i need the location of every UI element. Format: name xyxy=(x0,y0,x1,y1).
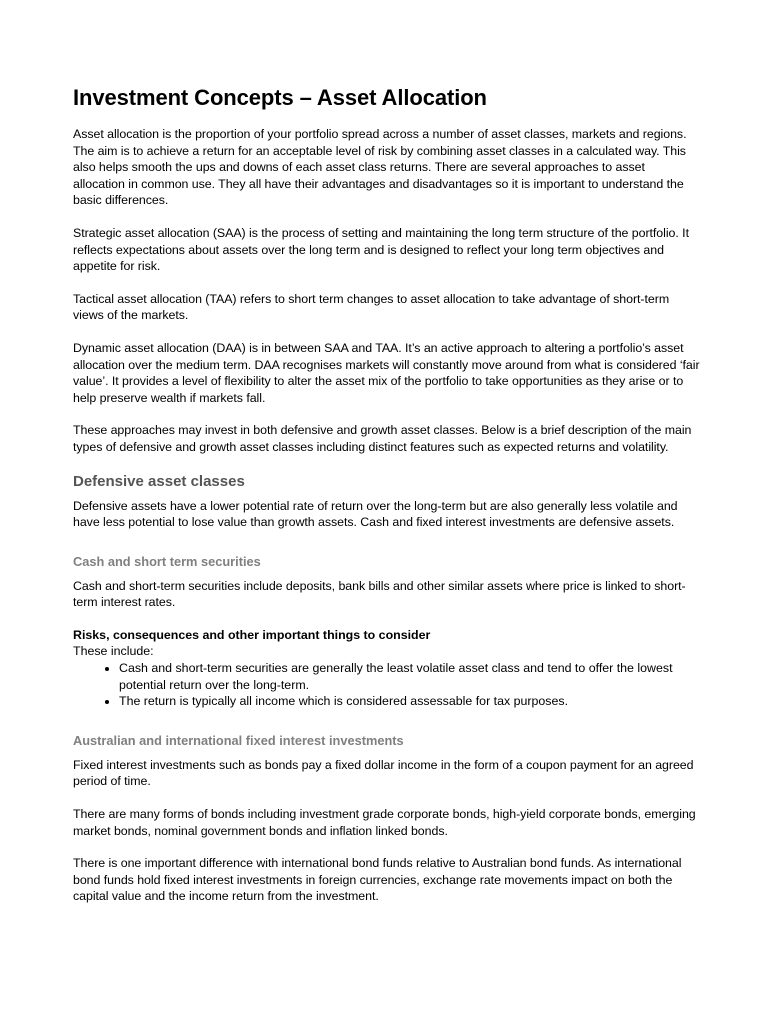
intro-paragraph-taa: Tactical asset allocation (TAA) refers to short term changes to asset allocation to take advantage of short-term views of the markets. xyxy=(73,291,670,323)
risks-list xyxy=(73,660,700,710)
risks-intro: These include: xyxy=(73,644,154,659)
defensive-heading: Defensive asset classes xyxy=(73,472,245,490)
list-item: • Cash and short-term securities are generally the least volatile asset class and tend to offer the lowest potential return over the long-term. xyxy=(119,660,700,693)
fixed-interest-paragraph: Fixed interest investments such as bonds pay a fixed dollar income in the form of a coupon payment for an agreed period of time. xyxy=(73,757,694,789)
defensive-text: Defensive assets have a lower potential rate of return over the long-term but are also generally less volatile and have less potential to lose value than growth assets. Cash and fixed interest investments are defensive assets. xyxy=(73,498,678,530)
fixed-interest-paragraph: There is one important difference with international bond funds relative to Australian bond funds. As international bond funds hold fixed interest investments in foreign currencies, exchange rate movements impact on both the capital value and the income return from the investment. xyxy=(73,856,682,904)
intro-paragraph-asset-allocation: Asset allocation is the proportion of your portfolio spread across a number of asset classes, markets and regions. The aim is to achieve a return for an acceptable level of risk by combining asset classes in a calculated way. This also helps smooth the ups and downs of each asset class returns. There are several approaches to asset allocation in common use. They all have their advantages and disadvantages so it is important to understand the basic differences. xyxy=(73,127,687,208)
cash-heading: Cash and short term securities xyxy=(73,553,261,569)
fixed-interest-heading: Australian and international fixed interest investments xyxy=(73,732,404,748)
fixed-interest-paragraph: There are many forms of bonds including investment grade corporate bonds, high-yield corporate bonds, emerging market bonds, nominal government bonds and inflation linked bonds. xyxy=(73,807,696,838)
list-item: • The return is typically all income which is considered assessable for tax purposes. xyxy=(119,693,700,710)
intro-paragraph-daa: Dynamic asset allocation (DAA) is in between SAA and TAA. It’s an active approach to altering a portfolio’s asset allocation over the medium term. DAA recognises markets will constantly move around from what is considered ‘fair value’. It provides a level of flexibility to alter the asset mix of the portfolio to take opportunities as they arise or to help preserve wealth if markets fall. xyxy=(73,340,700,405)
risks-title: Risks, consequences and other important things to consider xyxy=(73,627,431,642)
cash-text: Cash and short-term securities include deposits, bank bills and other similar assets where price is linked to short-term interest rates. xyxy=(73,578,686,610)
intro-paragraph-approaches: These approaches may invest in both defensive and growth asset classes. Below is a brief description of the main types of defensive and growth asset classes including distinct features such as expected returns and volatility. xyxy=(73,423,692,454)
page-title: Investment Concepts – Asset Allocation xyxy=(73,85,487,110)
intro-paragraph-saa: Strategic asset allocation (SAA) is the process of setting and maintaining the long term structure of the portfolio. It reflects expectations about assets over the long term and is designed to reflect your long term objectives and appetite for risk. xyxy=(73,225,689,274)
